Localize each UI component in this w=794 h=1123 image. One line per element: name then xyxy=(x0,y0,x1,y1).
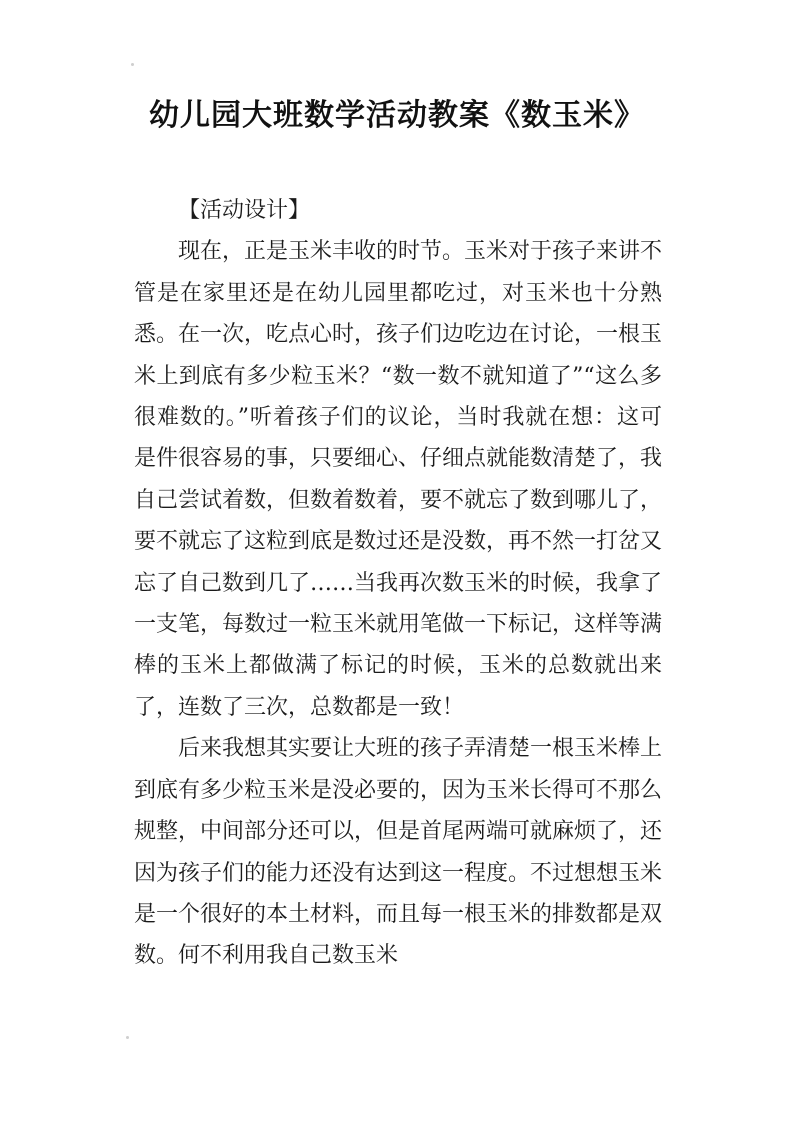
scan-speck-bottom xyxy=(126,1036,129,1039)
paragraph-1: 现在，正是玉米丰收的时节。玉米对于孩子来讲不管是在家里还是在幼儿园里都吃过，对玉米也十分熟悉。在一次，吃点心时，孩子们边吃边在讨论，一根玉米上到底有多少粒玉米？“数一数不就知道了”“这么多很难数的。”听着孩子们的议论，当时我就在想：这可是件很容易的事，只要细心、仔细点就能数清楚了，我自己尝试着数，但数着数着，要不就忘了数到哪儿了，要不就忘了这粒到底是数过还是没数，再不然一打岔又忘了自己数到几了……当我再次数玉米的时候，我拿了一支笔，每数过一粒玉米就用笔做一下标记，这样等满棒的玉米上都做满了标记的时候，玉米的总数就出来了，连数了三次，总数都是一致！ xyxy=(134,239,663,720)
paragraph-2: 后来我想其实要让大班的孩子弄清楚一根玉米棒上到底有多少粒玉米是没必要的，因为玉米长得可不那么规整，中间部分还可以，但是首尾两端可就麻烦了，还因为孩子们的能力还没有达到这一程度。不过想想玉米是一个很好的本土材料，而且每一根玉米的排数都是双数。何不利用我自己数玉米 xyxy=(134,736,663,969)
section-heading: 【活动设计】 xyxy=(178,198,311,223)
scan-speck-top xyxy=(131,63,134,66)
document-body xyxy=(134,190,662,977)
document-title: 幼儿园大班数学活动教案《数玉米》 xyxy=(149,98,645,133)
